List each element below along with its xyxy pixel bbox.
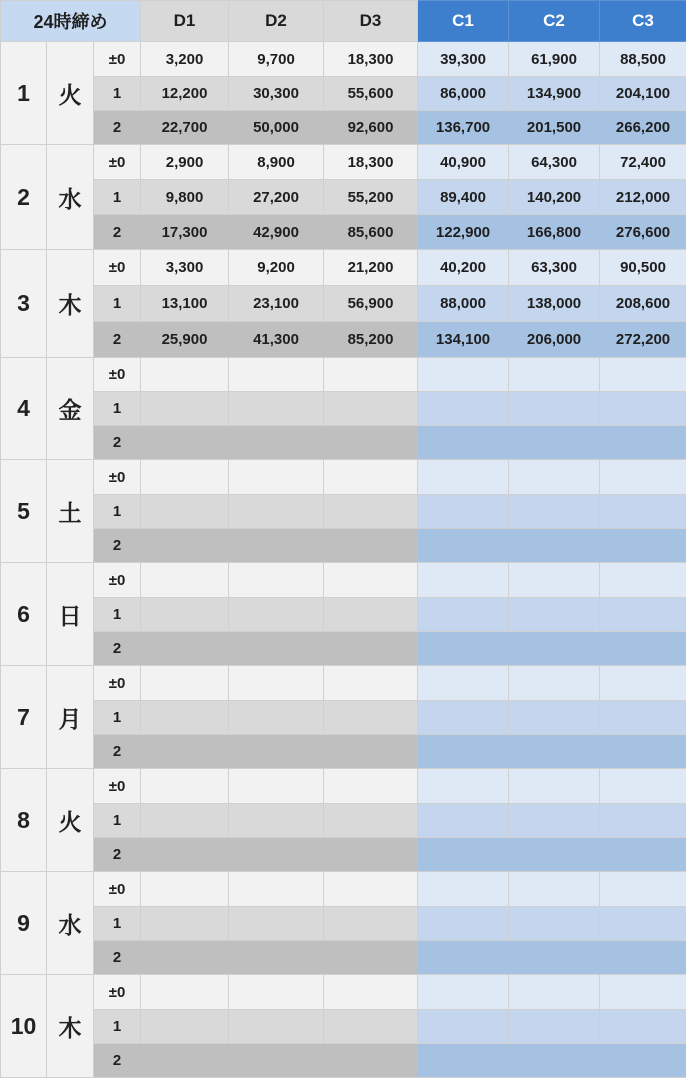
offset-label: 1 [94, 804, 141, 838]
table-row [1, 286, 686, 322]
table-row [1, 42, 686, 77]
value-cell [600, 804, 686, 838]
offset-label: 2 [94, 632, 141, 666]
value-cell: 39,300 [418, 42, 509, 77]
column-header-d3: D3 [324, 1, 418, 42]
value-cell: 201,500 [509, 111, 600, 145]
value-cell: 89,400 [418, 180, 509, 215]
value-cell: 55,600 [324, 77, 418, 111]
value-cell [418, 598, 509, 632]
table-row [1, 495, 686, 529]
value-cell [229, 769, 324, 804]
value-cell [141, 735, 229, 769]
value-cell [418, 907, 509, 941]
column-header-d1: D1 [141, 1, 229, 42]
value-cell [600, 838, 686, 872]
value-cell [229, 529, 324, 563]
column-header-d2: D2 [229, 1, 324, 42]
value-cell [229, 975, 324, 1010]
value-cell [418, 632, 509, 666]
value-cell: 266,200 [600, 111, 686, 145]
value-cell [509, 769, 600, 804]
table-row [1, 598, 686, 632]
table-row [1, 907, 686, 941]
value-cell [141, 1010, 229, 1044]
value-cell [324, 632, 418, 666]
value-cell [600, 495, 686, 529]
value-cell [324, 804, 418, 838]
weekday-label: 水 [47, 145, 94, 250]
value-cell: 88,500 [600, 42, 686, 77]
value-cell: 140,200 [509, 180, 600, 215]
value-cell: 9,800 [141, 180, 229, 215]
value-cell [509, 358, 600, 392]
table-row [1, 872, 686, 907]
value-cell [229, 701, 324, 735]
value-cell: 134,900 [509, 77, 600, 111]
value-cell: 27,200 [229, 180, 324, 215]
value-cell [509, 1010, 600, 1044]
value-cell: 3,200 [141, 42, 229, 77]
value-cell: 272,200 [600, 322, 686, 358]
value-cell: 22,700 [141, 111, 229, 145]
day-number: 8 [1, 769, 47, 872]
value-cell: 9,700 [229, 42, 324, 77]
value-cell [324, 1044, 418, 1078]
value-cell [600, 598, 686, 632]
value-cell: 166,800 [509, 215, 600, 250]
value-cell [600, 358, 686, 392]
value-cell [229, 392, 324, 426]
value-cell: 72,400 [600, 145, 686, 180]
value-cell [509, 460, 600, 495]
value-cell [418, 563, 509, 598]
offset-label: 2 [94, 426, 141, 460]
value-cell [229, 838, 324, 872]
value-cell: 56,900 [324, 286, 418, 322]
offset-label: ±0 [94, 42, 141, 77]
offset-label: 1 [94, 1010, 141, 1044]
value-cell [600, 392, 686, 426]
offset-label: ±0 [94, 460, 141, 495]
value-cell [600, 426, 686, 460]
value-cell [141, 1044, 229, 1078]
value-cell [600, 529, 686, 563]
table-title: 24時締め [1, 1, 141, 42]
value-cell [324, 769, 418, 804]
value-cell: 90,500 [600, 250, 686, 286]
value-cell [418, 804, 509, 838]
value-cell [509, 426, 600, 460]
value-cell [324, 975, 418, 1010]
table-row [1, 838, 686, 872]
value-cell: 50,000 [229, 111, 324, 145]
offset-label: 2 [94, 111, 141, 145]
column-header-c2: C2 [509, 1, 600, 42]
value-cell [141, 563, 229, 598]
value-cell: 134,100 [418, 322, 509, 358]
value-cell [324, 392, 418, 426]
value-cell: 138,000 [509, 286, 600, 322]
offset-label: ±0 [94, 250, 141, 286]
value-cell [141, 529, 229, 563]
value-cell: 23,100 [229, 286, 324, 322]
weekday-label: 火 [47, 42, 94, 145]
weekday-label: 土 [47, 460, 94, 563]
value-cell [509, 872, 600, 907]
value-cell: 2,900 [141, 145, 229, 180]
value-cell [509, 495, 600, 529]
header-row [1, 1, 686, 42]
table-row [1, 358, 686, 392]
value-cell [418, 1044, 509, 1078]
offset-label: 2 [94, 322, 141, 358]
column-header-c3: C3 [600, 1, 686, 42]
offset-label: 1 [94, 907, 141, 941]
value-cell [324, 838, 418, 872]
offset-label: 2 [94, 529, 141, 563]
value-cell [418, 1010, 509, 1044]
table-row [1, 145, 686, 180]
value-cell [141, 426, 229, 460]
value-cell [141, 769, 229, 804]
value-cell: 12,200 [141, 77, 229, 111]
weekday-label: 火 [47, 769, 94, 872]
offset-label: 1 [94, 701, 141, 735]
value-cell [324, 666, 418, 701]
value-cell: 9,200 [229, 250, 324, 286]
value-cell [141, 907, 229, 941]
value-cell [324, 495, 418, 529]
value-cell [600, 1010, 686, 1044]
table-row [1, 769, 686, 804]
offset-label: 1 [94, 286, 141, 322]
value-cell [141, 804, 229, 838]
value-cell [418, 666, 509, 701]
value-cell [600, 1044, 686, 1078]
table-row [1, 529, 686, 563]
value-cell [229, 666, 324, 701]
value-cell [324, 872, 418, 907]
table-row [1, 215, 686, 250]
column-header-c1: C1 [418, 1, 509, 42]
value-cell [141, 358, 229, 392]
table-row [1, 735, 686, 769]
value-cell [509, 666, 600, 701]
table-row [1, 941, 686, 975]
offset-label: 1 [94, 77, 141, 111]
weekday-label: 月 [47, 666, 94, 769]
value-cell [418, 426, 509, 460]
value-cell [229, 735, 324, 769]
value-cell [229, 1044, 324, 1078]
value-cell [229, 941, 324, 975]
value-cell [141, 495, 229, 529]
value-cell [141, 666, 229, 701]
table-row [1, 392, 686, 426]
value-cell [418, 735, 509, 769]
value-cell: 86,000 [418, 77, 509, 111]
value-cell [418, 838, 509, 872]
day-number: 10 [1, 975, 47, 1078]
value-cell [141, 838, 229, 872]
value-cell [600, 941, 686, 975]
value-cell [418, 392, 509, 426]
value-cell [141, 872, 229, 907]
value-cell [229, 632, 324, 666]
value-cell [418, 769, 509, 804]
table-row [1, 804, 686, 838]
offset-label: ±0 [94, 769, 141, 804]
day-number: 3 [1, 250, 47, 358]
value-cell [509, 632, 600, 666]
value-cell [418, 975, 509, 1010]
value-cell [418, 529, 509, 563]
value-cell [509, 941, 600, 975]
value-cell [229, 460, 324, 495]
value-cell: 41,300 [229, 322, 324, 358]
value-cell [600, 907, 686, 941]
value-cell [229, 426, 324, 460]
value-cell [324, 701, 418, 735]
table-row [1, 322, 686, 358]
offset-label: ±0 [94, 563, 141, 598]
table-row [1, 180, 686, 215]
offset-label: 2 [94, 735, 141, 769]
value-cell [600, 563, 686, 598]
value-cell: 85,200 [324, 322, 418, 358]
value-cell: 40,900 [418, 145, 509, 180]
value-cell: 63,300 [509, 250, 600, 286]
weekday-label: 木 [47, 250, 94, 358]
value-cell [141, 632, 229, 666]
value-cell [418, 495, 509, 529]
value-cell: 55,200 [324, 180, 418, 215]
value-cell: 212,000 [600, 180, 686, 215]
value-cell: 18,300 [324, 42, 418, 77]
value-cell [509, 392, 600, 426]
offset-label: 2 [94, 941, 141, 975]
value-cell: 30,300 [229, 77, 324, 111]
value-cell [509, 975, 600, 1010]
table-row [1, 426, 686, 460]
value-cell [229, 804, 324, 838]
offset-label: ±0 [94, 358, 141, 392]
day-number: 5 [1, 460, 47, 563]
value-cell: 208,600 [600, 286, 686, 322]
value-cell [600, 975, 686, 1010]
day-number: 4 [1, 358, 47, 460]
value-cell [229, 358, 324, 392]
value-cell: 18,300 [324, 145, 418, 180]
value-cell: 40,200 [418, 250, 509, 286]
value-cell [600, 735, 686, 769]
value-cell [229, 1010, 324, 1044]
value-cell [418, 872, 509, 907]
table-body [1, 42, 686, 1078]
table-row [1, 460, 686, 495]
value-cell [600, 460, 686, 495]
offset-label: 2 [94, 1044, 141, 1078]
value-cell: 3,300 [141, 250, 229, 286]
value-cell [324, 426, 418, 460]
value-cell [324, 563, 418, 598]
offset-label: 1 [94, 598, 141, 632]
value-cell [509, 598, 600, 632]
value-cell [229, 907, 324, 941]
table-row [1, 1044, 686, 1078]
offset-label: ±0 [94, 666, 141, 701]
value-cell [229, 495, 324, 529]
value-cell [141, 392, 229, 426]
value-cell [324, 907, 418, 941]
value-cell [600, 666, 686, 701]
value-cell: 204,100 [600, 77, 686, 111]
weekday-label: 木 [47, 975, 94, 1078]
day-number: 1 [1, 42, 47, 145]
table-row [1, 666, 686, 701]
table-row [1, 632, 686, 666]
offset-label: 2 [94, 215, 141, 250]
value-cell: 25,900 [141, 322, 229, 358]
value-cell: 42,900 [229, 215, 324, 250]
value-cell: 122,900 [418, 215, 509, 250]
value-cell: 8,900 [229, 145, 324, 180]
value-cell [418, 460, 509, 495]
day-number: 7 [1, 666, 47, 769]
weekday-label: 金 [47, 358, 94, 460]
value-cell: 88,000 [418, 286, 509, 322]
day-number: 9 [1, 872, 47, 975]
offset-label: ±0 [94, 872, 141, 907]
value-cell [324, 358, 418, 392]
table-row [1, 111, 686, 145]
value-cell [418, 358, 509, 392]
value-cell [324, 460, 418, 495]
weekday-label: 水 [47, 872, 94, 975]
value-cell [509, 838, 600, 872]
value-cell [600, 701, 686, 735]
value-cell: 136,700 [418, 111, 509, 145]
value-cell [600, 632, 686, 666]
value-cell [229, 872, 324, 907]
value-cell [509, 529, 600, 563]
offset-label: 1 [94, 392, 141, 426]
value-cell [141, 941, 229, 975]
value-cell [141, 598, 229, 632]
value-cell: 64,300 [509, 145, 600, 180]
value-cell [509, 563, 600, 598]
table-row [1, 250, 686, 286]
value-cell: 85,600 [324, 215, 418, 250]
weekday-label: 日 [47, 563, 94, 666]
table-row [1, 701, 686, 735]
offset-label: 2 [94, 838, 141, 872]
value-cell: 17,300 [141, 215, 229, 250]
value-cell [141, 460, 229, 495]
value-cell [324, 735, 418, 769]
value-cell [324, 941, 418, 975]
value-cell [509, 804, 600, 838]
value-cell [324, 529, 418, 563]
value-cell [141, 975, 229, 1010]
offset-label: ±0 [94, 145, 141, 180]
value-cell [229, 563, 324, 598]
offset-label: 1 [94, 495, 141, 529]
day-number: 6 [1, 563, 47, 666]
value-cell [600, 872, 686, 907]
value-cell [324, 598, 418, 632]
value-cell [418, 941, 509, 975]
offset-label: ±0 [94, 975, 141, 1010]
table-row [1, 975, 686, 1010]
value-cell: 61,900 [509, 42, 600, 77]
value-cell [229, 598, 324, 632]
offset-label: 1 [94, 180, 141, 215]
value-cell: 206,000 [509, 322, 600, 358]
value-cell [509, 907, 600, 941]
value-cell [600, 769, 686, 804]
value-cell [324, 1010, 418, 1044]
value-cell: 276,600 [600, 215, 686, 250]
value-cell [509, 701, 600, 735]
value-cell: 13,100 [141, 286, 229, 322]
value-cell: 21,200 [324, 250, 418, 286]
value-cell [509, 1044, 600, 1078]
value-cell [141, 701, 229, 735]
value-cell [418, 701, 509, 735]
value-cell [509, 735, 600, 769]
table-row [1, 77, 686, 111]
table-row [1, 1010, 686, 1044]
value-cell: 92,600 [324, 111, 418, 145]
day-number: 2 [1, 145, 47, 250]
table-row [1, 563, 686, 598]
